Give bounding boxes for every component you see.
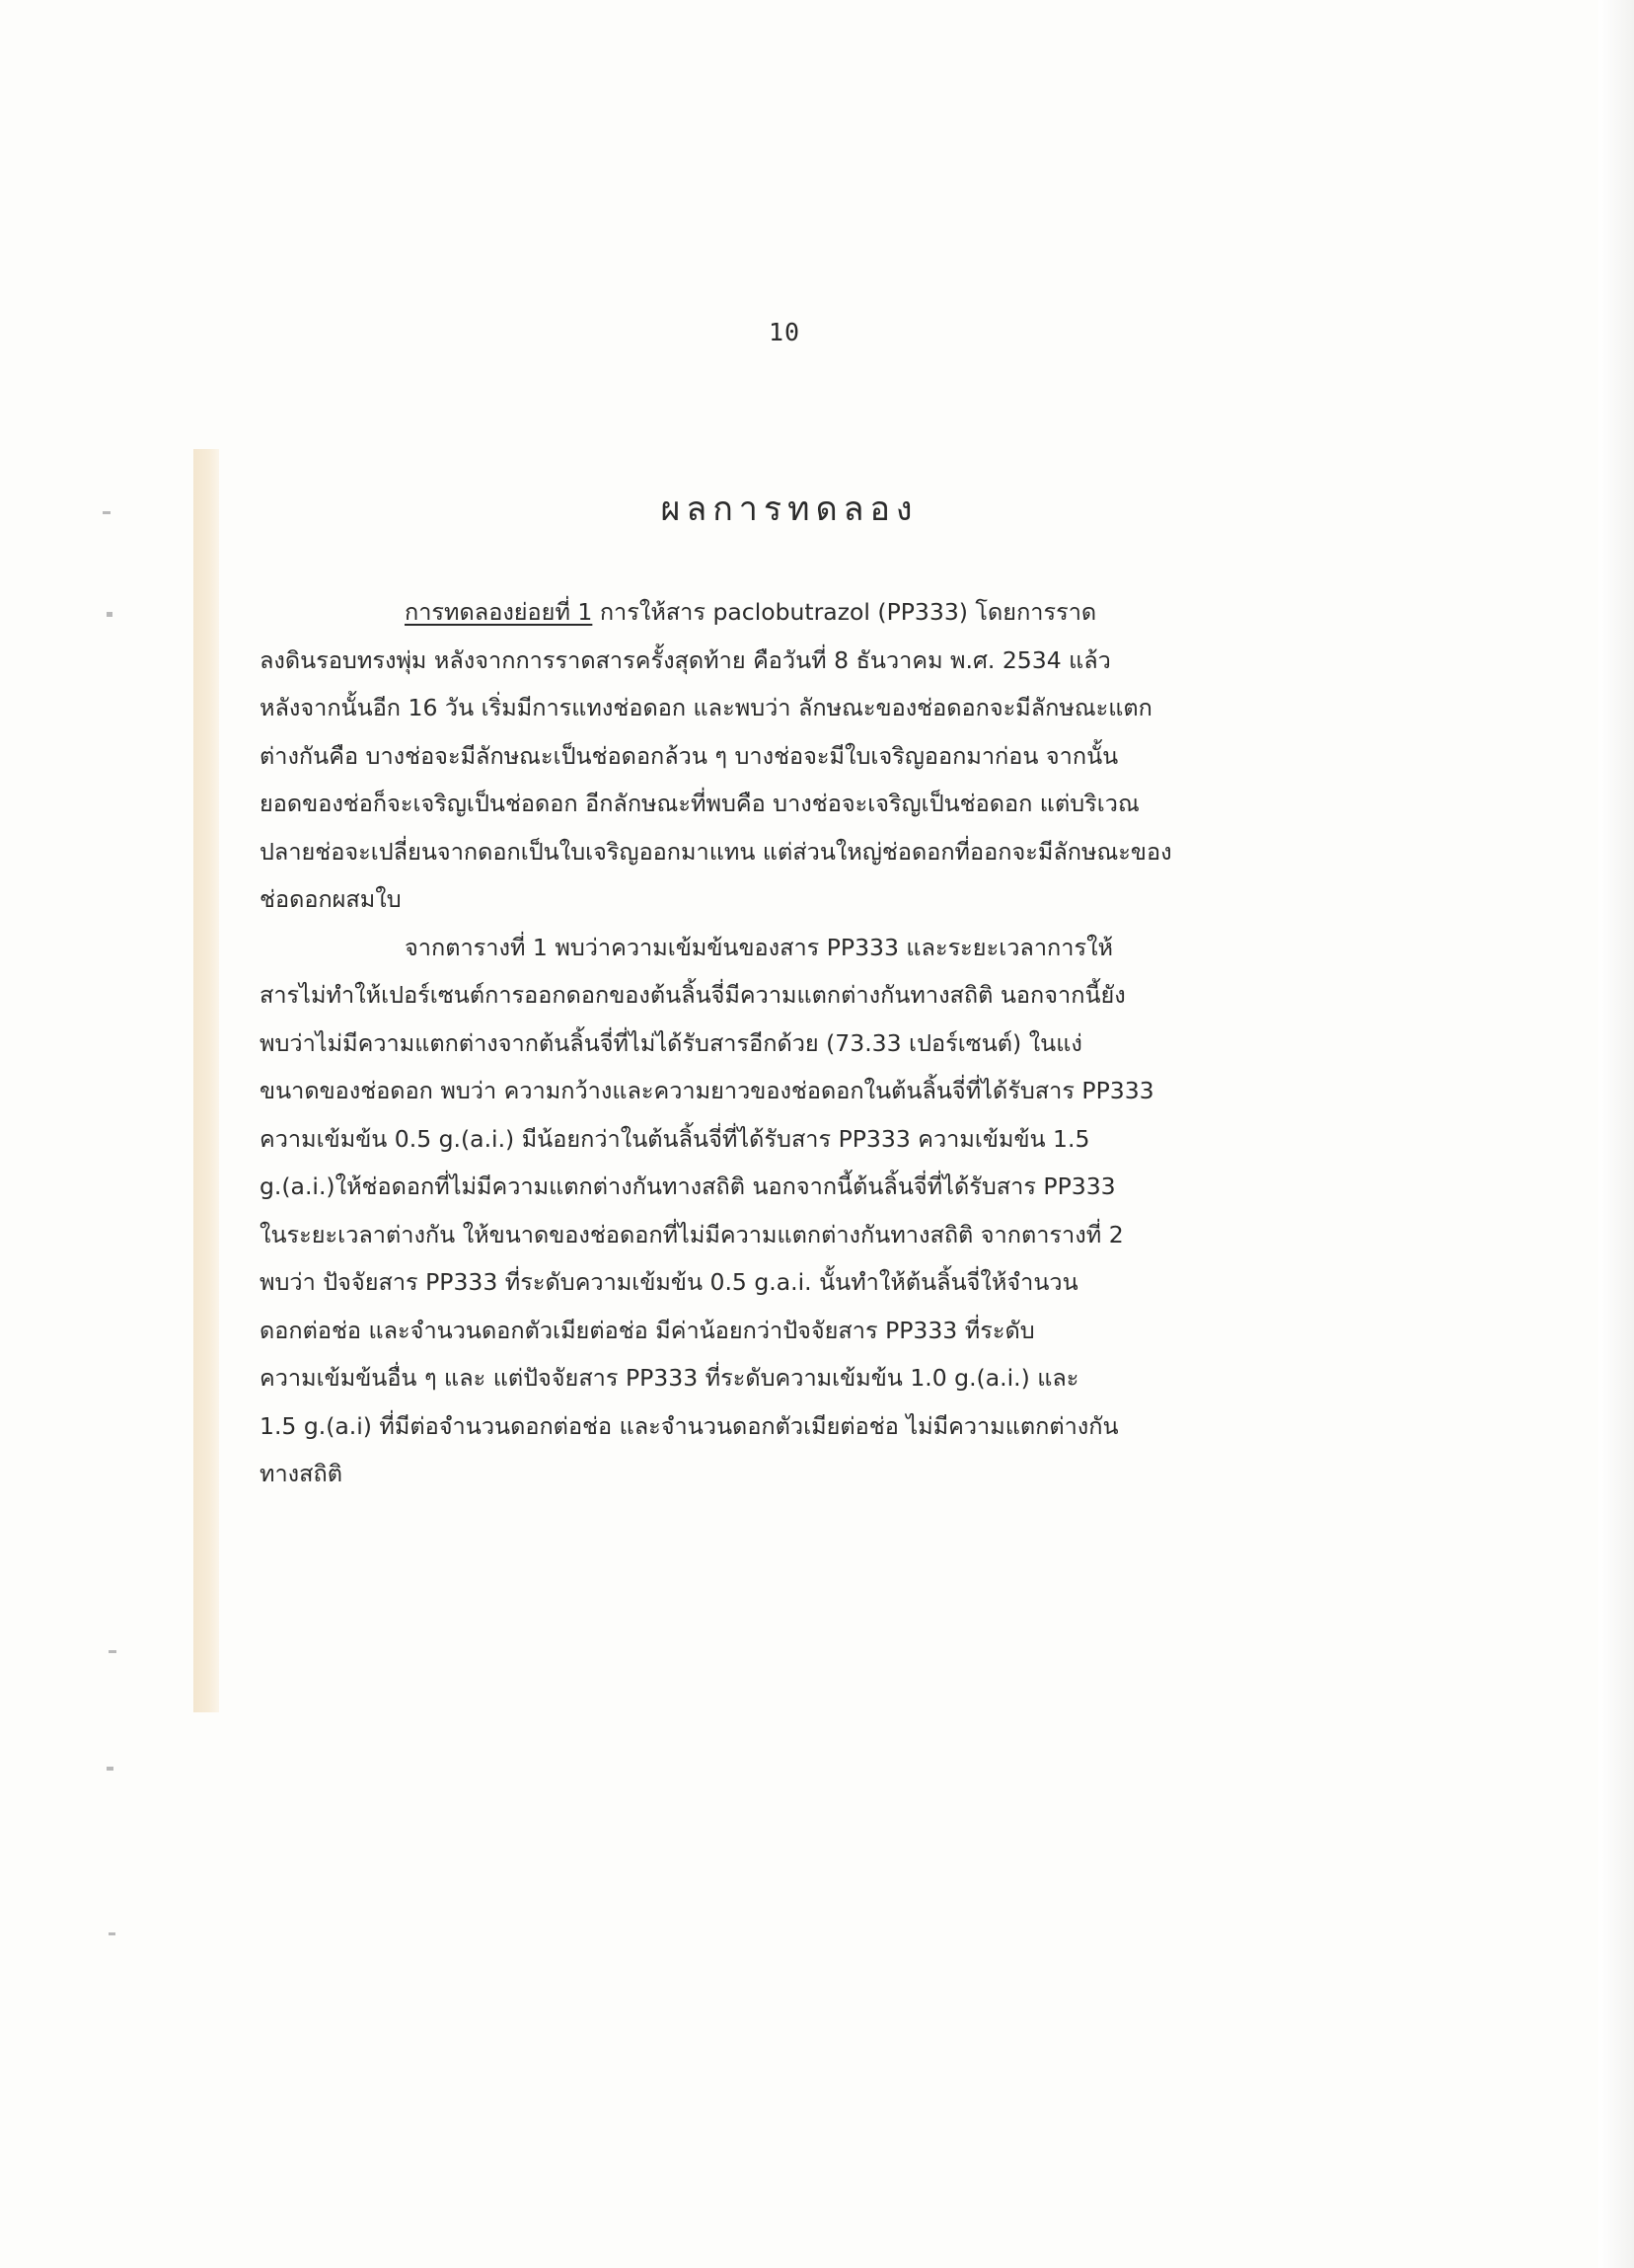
paragraph-1-line: ลงดินรอบทรงพุ่ม หลังจากการราดสารครั้งสุดท้าย คือวันที่ 8 ธันวาคม พ.ศ. 2534 แล้ว [260, 645, 1111, 674]
scan-speck [107, 1767, 113, 1771]
paragraph-2-line: สารไม่ทำให้เปอร์เซนต์การออกดอกของต้นลิ้นจี่มีความแตกต่างกันทางสถิติ นอกจากนี้ยัง [260, 981, 1126, 1009]
binding-shadow-strip [193, 449, 219, 1712]
page-edge-shadow [1598, 0, 1634, 2268]
paragraph-1-line: ปลายช่อจะเปลี่ยนจากดอกเป็นใบเจริญออกมาแทน แต่ส่วนใหญ่ช่อดอกที่ออกจะมีลักษณะของ [260, 837, 1172, 866]
paragraph-2-line: g.(a.i.)ให้ช่อดอกที่ไม่มีความแตกต่างกันทางสถิติ นอกจากนี้ต้นลิ้นจี่ที่ได้รับสาร PP333 [260, 1172, 1116, 1200]
experiment-label: การทดลองย่อยที่ 1 [405, 598, 593, 626]
paragraph-2-line: พบว่า ปัจจัยสาร PP333 ที่ระดับความเข้มข้น 0.5 g.a.i. นั้นทำให้ต้นลิ้นจี่ให้จำนวน [260, 1268, 1078, 1296]
paragraph-1-line-1 [260, 588, 1330, 637]
paragraph-2-line: ดอกต่อช่อ และจำนวนดอกตัวเมียต่อช่อ มีค่าน้อยกว่าปัจจัยสาร PP333 ที่ระดับ [260, 1316, 1035, 1344]
scan-speck [107, 612, 112, 617]
paragraph-2-line: ทางสถิติ [260, 1460, 342, 1487]
paragraph-1-line: หลังจากนั้นอีก 16 วัน เริ่มมีการแทงช่อดอก และพบว่า ลักษณะของช่อดอกจะมีลักษณะแตก [260, 694, 1152, 721]
page-number: 10 [768, 318, 801, 346]
section-heading: ผลการทดลอง [660, 490, 919, 529]
paragraph-2-line: ขนาดของช่อดอก พบว่า ความกว้างและความยาวของช่อดอกในต้นลิ้นจี่ที่ได้รับสาร PP333 [260, 1077, 1154, 1104]
paragraph-2-line: ในระยะเวลาต่างกัน ให้ขนาดของช่อดอกที่ไม่มีความแตกต่างกันทางสถิติ จากตารางที่ 2 [260, 1220, 1124, 1248]
paragraph-1-line: ยอดของช่อก็จะเจริญเป็นช่อดอก อีกลักษณะที่พบคือ บางช่อจะเจริญเป็นช่อดอก แต่บริเวณ [260, 790, 1140, 817]
paragraph-2-line: ความเข้มข้น 0.5 g.(a.i.) มีน้อยกว่าในต้นลิ้นจี่ที่ได้รับสาร PP333 ความเข้มข้น 1.5 [260, 1124, 1090, 1153]
scan-speck [103, 511, 111, 514]
scan-speck [109, 1650, 116, 1653]
paragraph-1-line-1-text: การให้สาร paclobutrazol (PP333) โดยการราด [592, 598, 1097, 626]
paragraph-2-line: 1.5 g.(a.i) ที่มีต่อจำนวนดอกต่อช่อ และจำนวนดอกตัวเมียต่อช่อ ไม่มีความแตกต่างกัน [260, 1411, 1119, 1440]
paragraph-2-line: พบว่าไม่มีความแตกต่างจากต้นลิ้นจี่ที่ไม่ได้รับสารอีกด้วย (73.33 เปอร์เซนต์) ในแง่ [260, 1028, 1082, 1057]
paragraph-2-line: จากตารางที่ 1 พบว่าความเข้มข้นของสาร PP333 และระยะเวลาการให้ [405, 933, 1114, 961]
paragraph-1-line: ช่อดอกผสมใบ [260, 885, 402, 913]
paragraph-1-line: ต่างกันคือ บางช่อจะมีลักษณะเป็นช่อดอกล้วน ๆ บางช่อจะมีใบเจริญออกมาก่อน จากนั้น [260, 741, 1119, 770]
paragraph-2-line: ความเข้มข้นอื่น ๆ และ แต่ปัจจัยสาร PP333 ที่ระดับความเข้มข้น 1.0 g.(a.i.) และ [260, 1364, 1079, 1392]
body-text [260, 588, 1330, 1498]
scan-speck [109, 1932, 115, 1935]
